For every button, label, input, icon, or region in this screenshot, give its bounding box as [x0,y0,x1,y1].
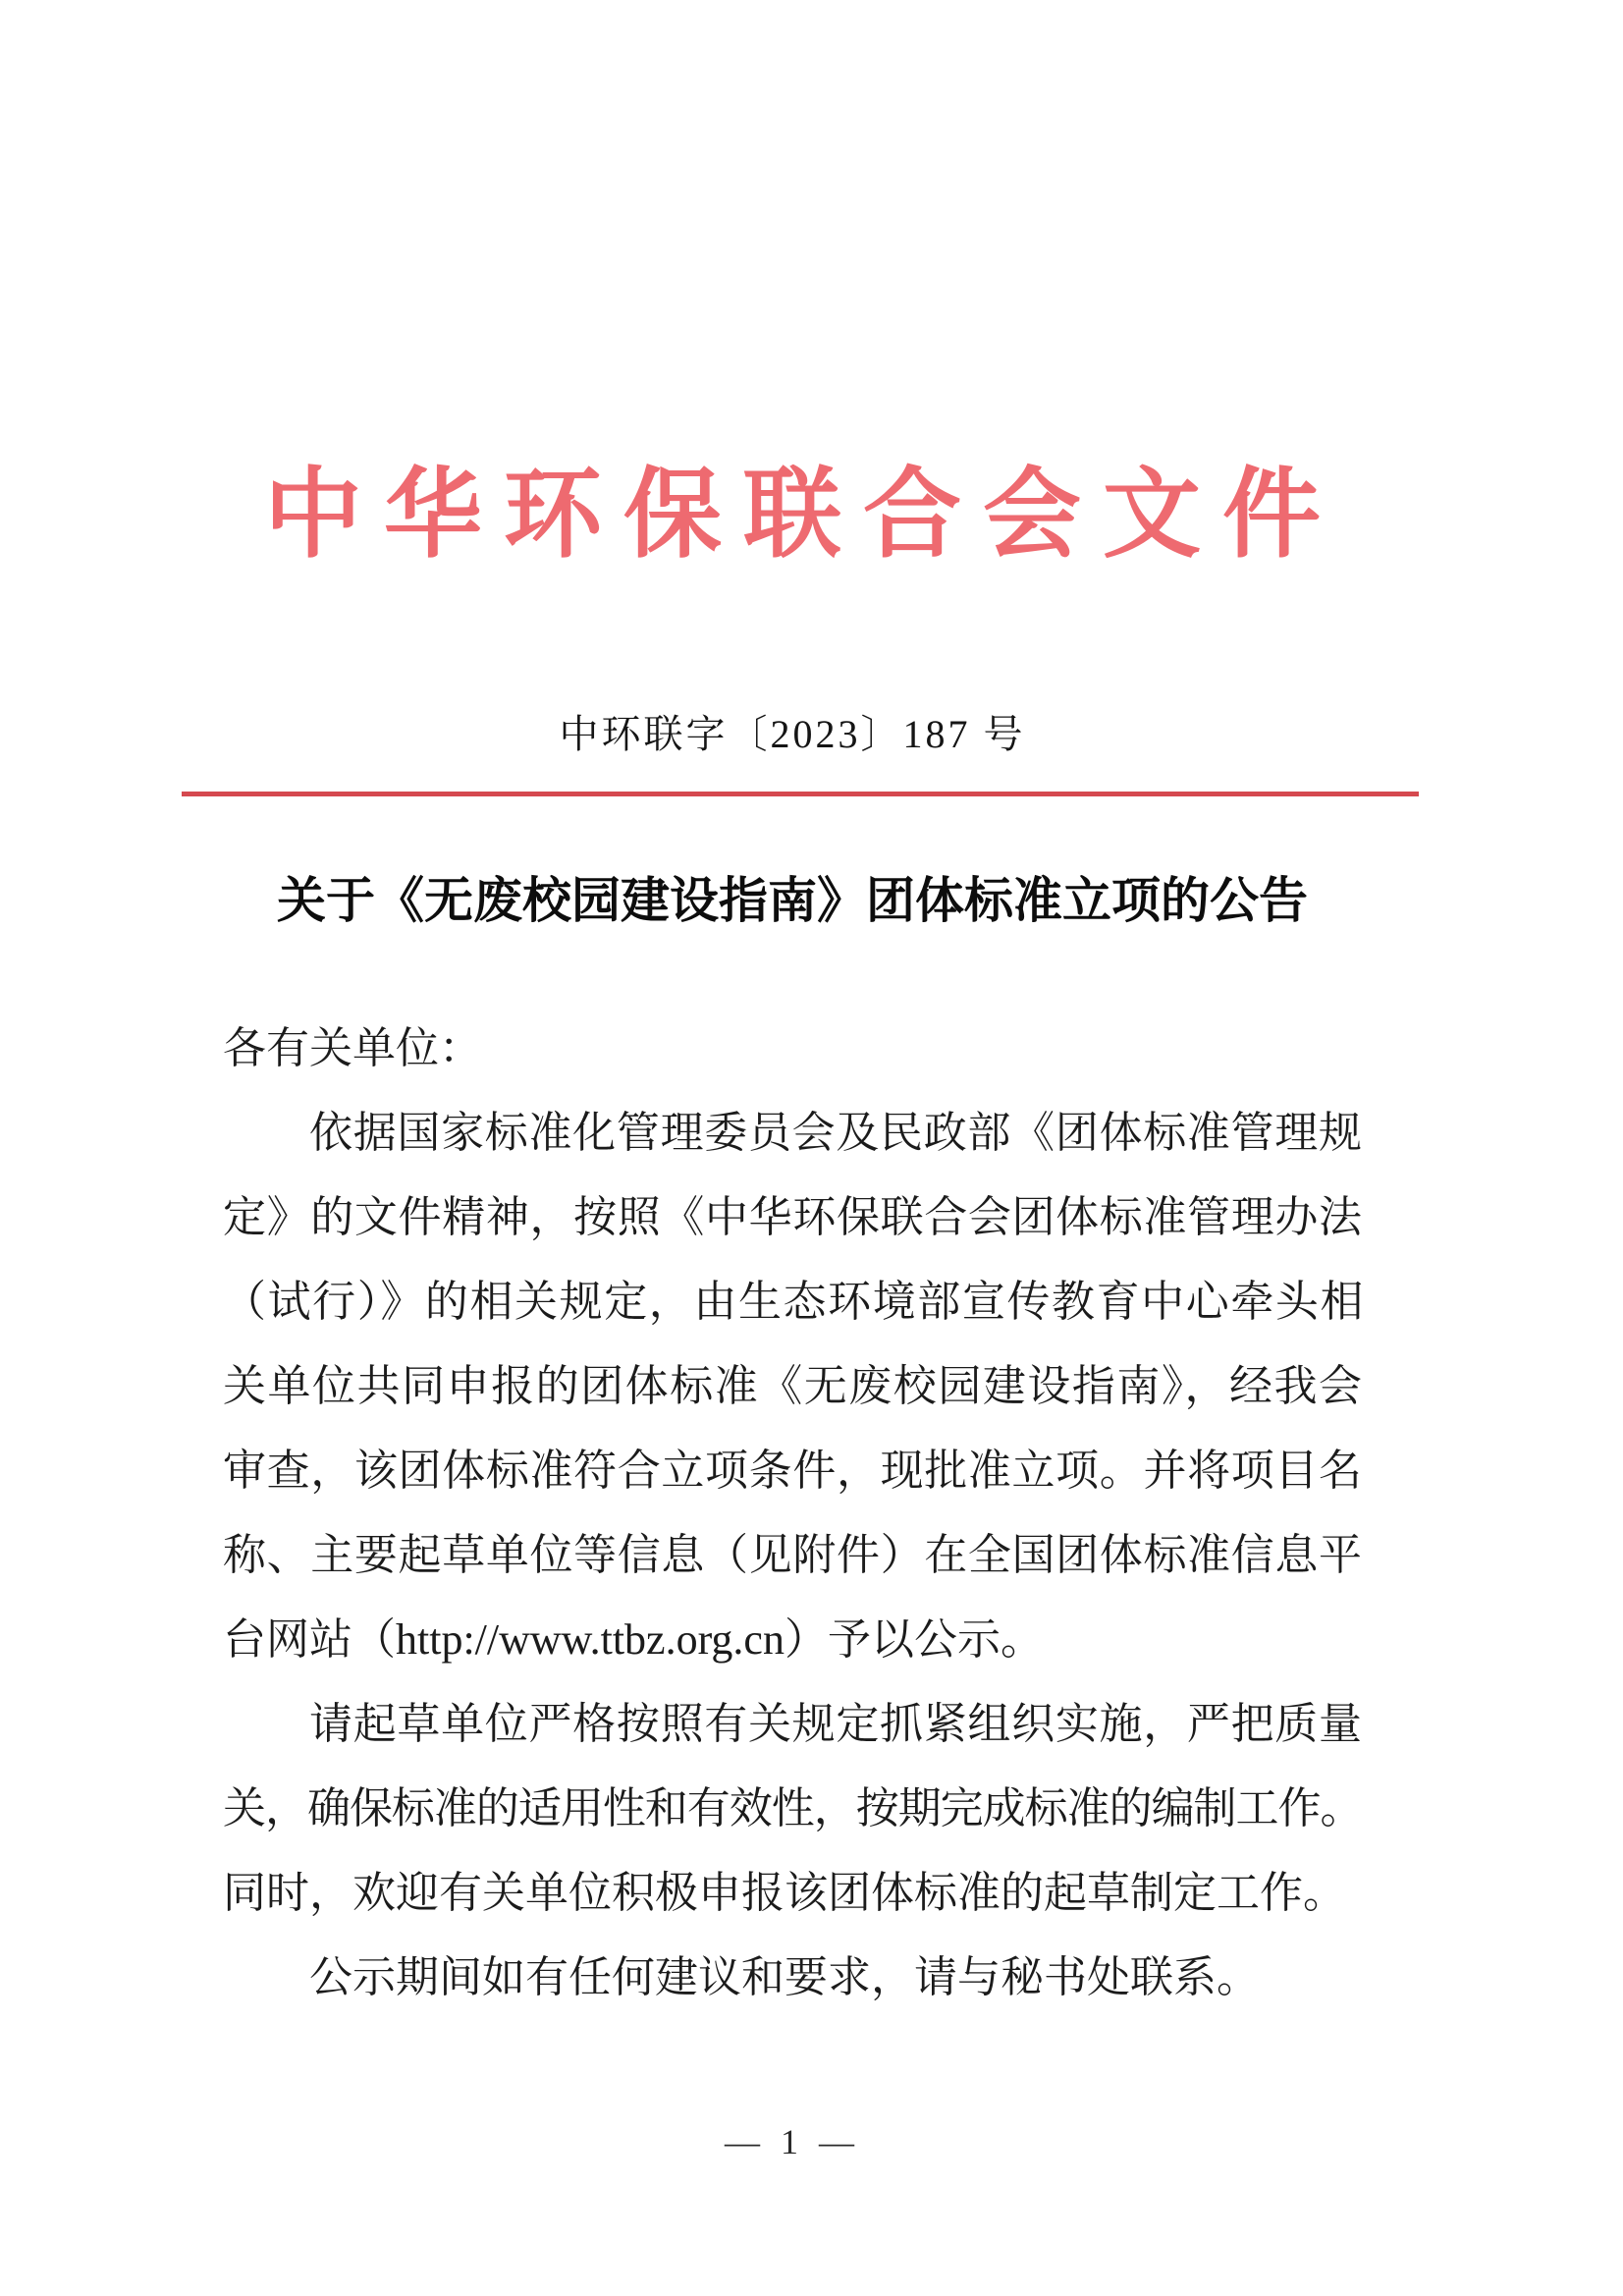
body-line: 同时，欢迎有关单位积极申报该团体标准的起草制定工作。 [223,1869,1346,1917]
body-line-url: 台网站（http://www.ttbz.org.cn）予以公示。 [223,1615,1044,1664]
body-line: 依据国家标准化管理委员会及民政部《团体标准管理规 [309,1109,1362,1157]
body-line: 审查，该团体标准符合立项条件，现批准立项。并将项目名 [223,1447,1362,1495]
body-line: 公示期间如有任何建议和要求，请与秘书处联系。 [309,1953,1260,2001]
letterhead-title: 中华环保联合会文件 [264,461,1342,570]
red-divider-rule [182,792,1419,796]
document-number: 中环联字〔2023〕187 号 [559,712,1026,756]
document-body [223,1007,1362,2020]
body-line: 关单位共同申报的团体标准《无废校园建设指南》，经我会 [223,1362,1362,1410]
document-title: 关于《无废校园建设指南》团体标准立项的公告 [277,873,1308,928]
page-number: — 1 — [725,2122,860,2161]
body-line: 关，确保标准的适用性和有效性，按期完成标准的编制工作。 [223,1784,1362,1832]
body-line: （试行）》的相关规定，由生态环境部宣传教育中心牵头相 [223,1278,1362,1326]
body-salutation: 各有关单位： [223,1024,482,1072]
body-line: 定》的文件精神，按照《中华环保联合会团体标准管理办法 [223,1193,1362,1241]
body-line: 称、主要起草单位等信息（见附件）在全国团体标准信息平 [223,1531,1362,1579]
body-line: 请起草单位严格按照有关规定抓紧组织实施，严把质量 [309,1700,1362,1748]
